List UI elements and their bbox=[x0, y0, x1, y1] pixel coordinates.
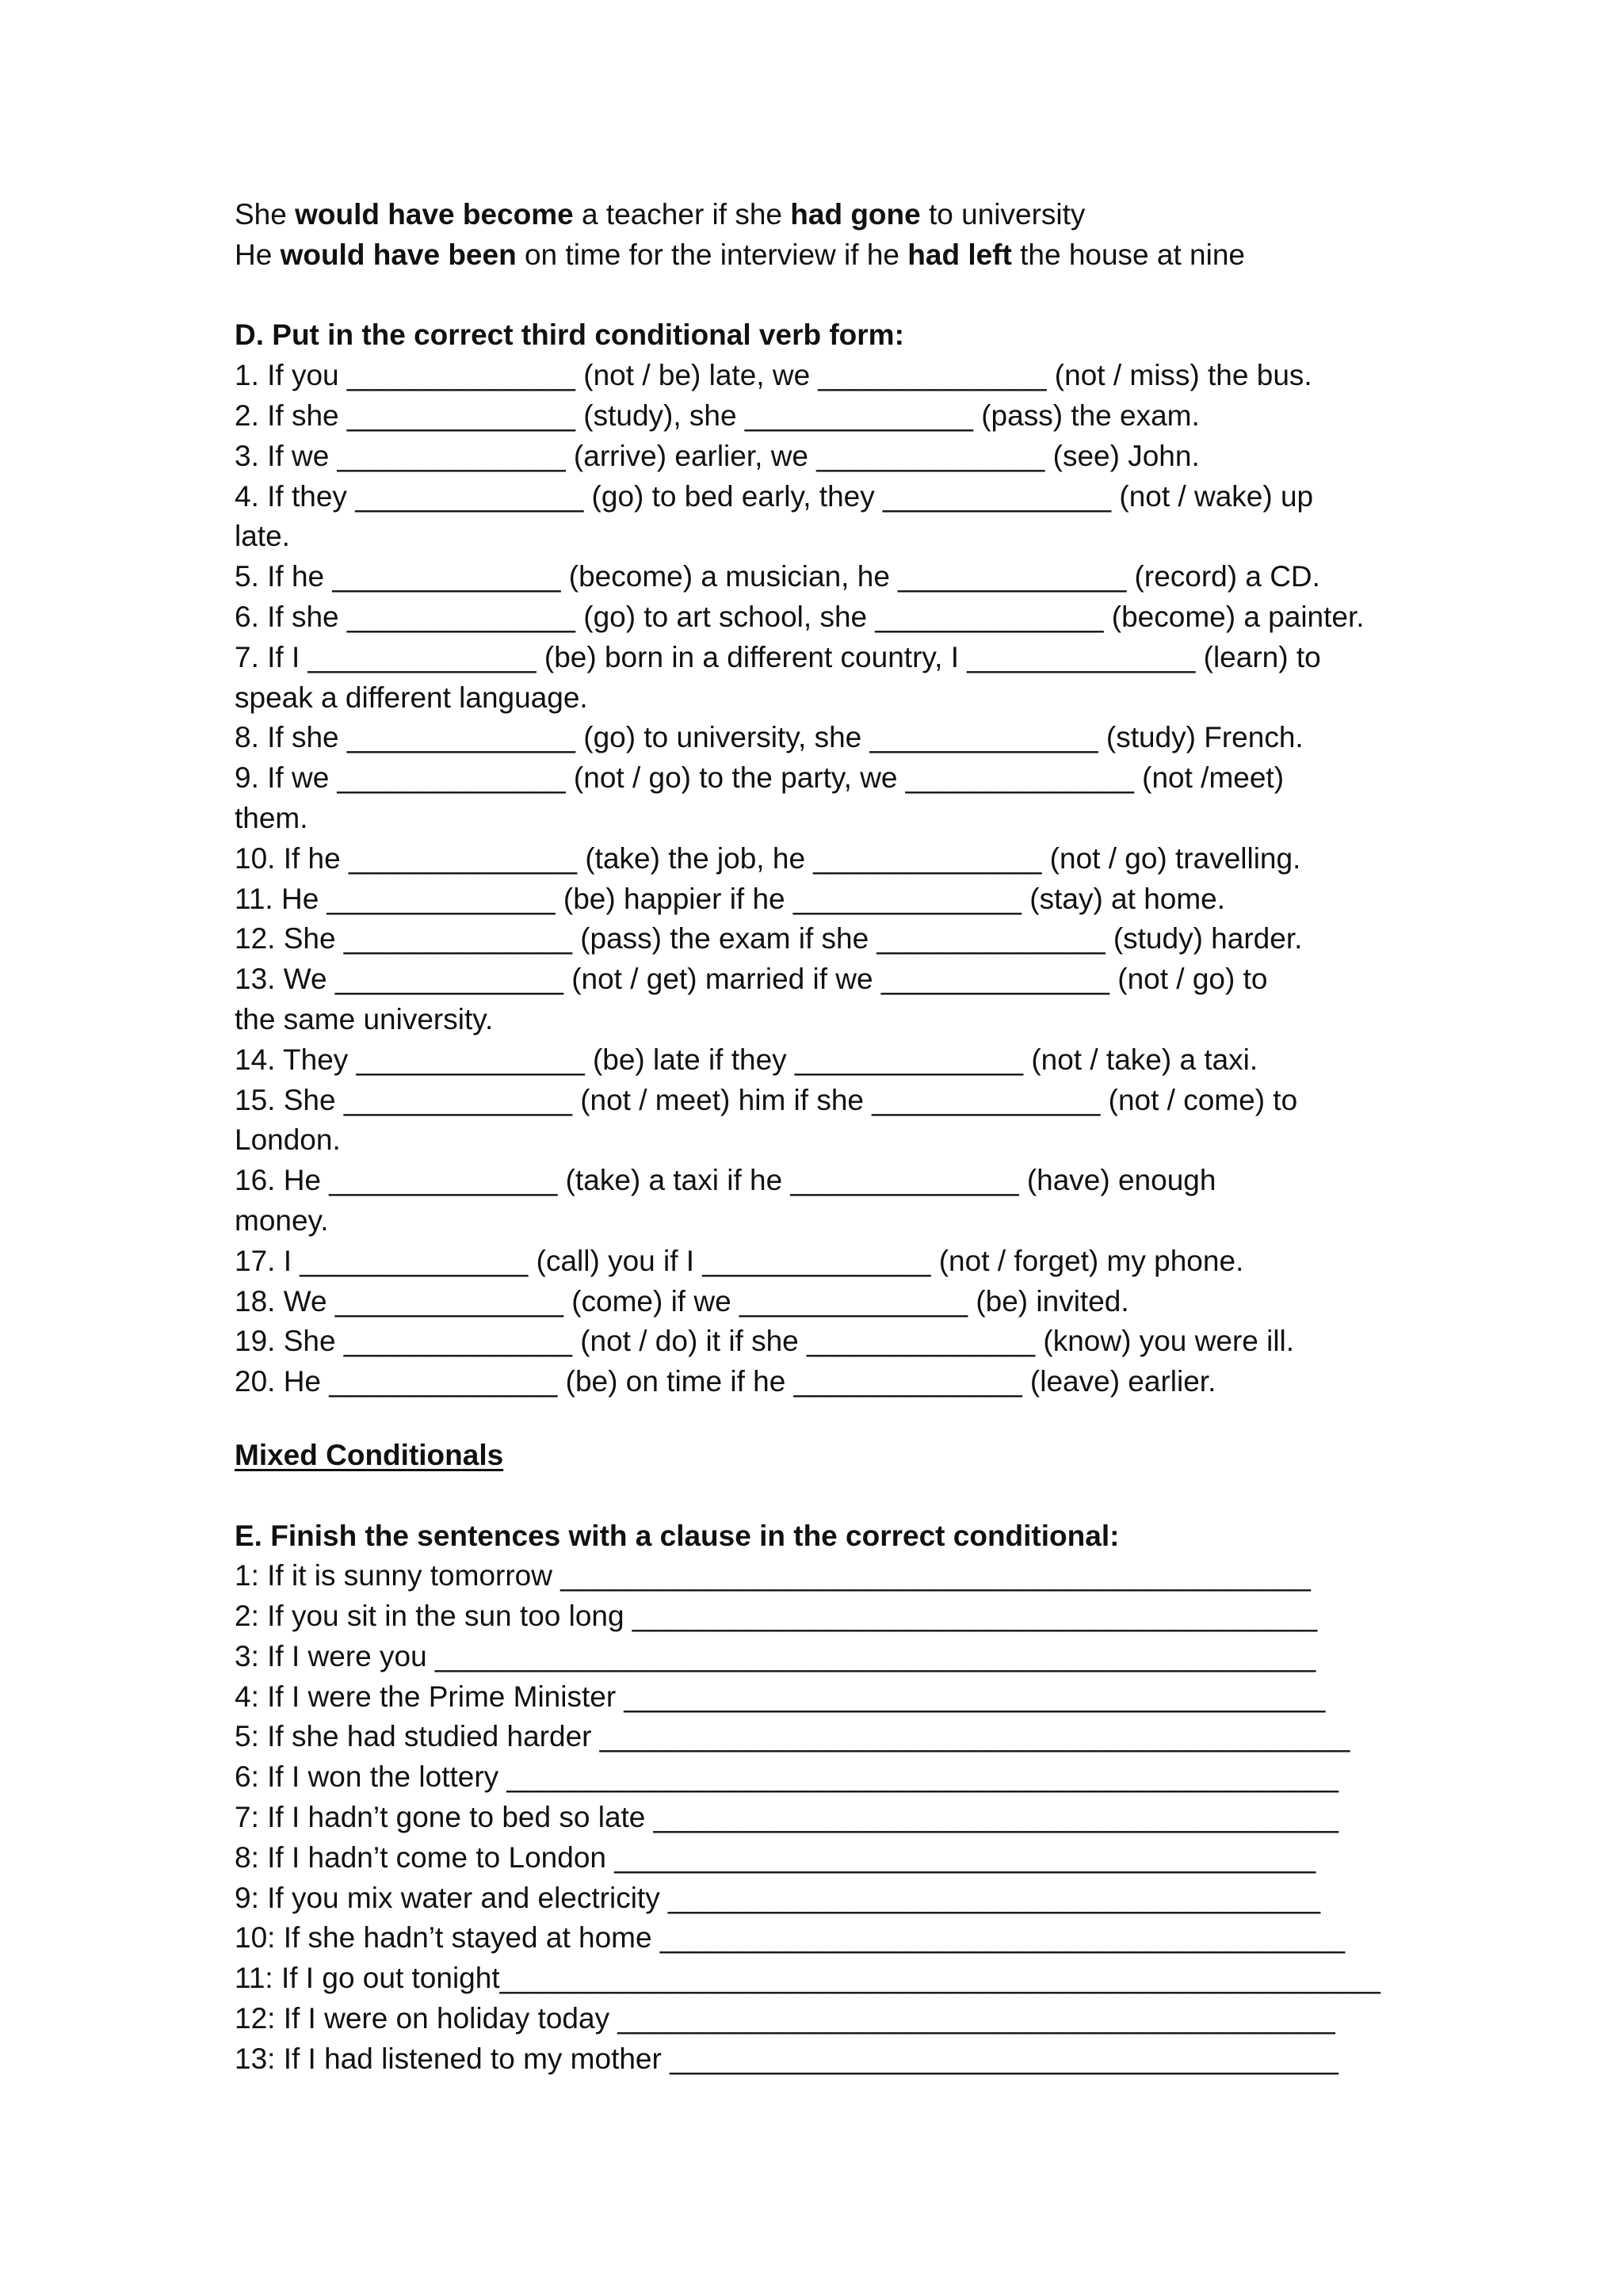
exercise-d-line: 6. If she ______________ (go) to art school, she ______________ (become) a painter. bbox=[235, 600, 1365, 633]
exercise-d-heading: D. Put in the correct third conditional verb form: bbox=[235, 318, 904, 352]
exercise-d-line: 1. If you ______________ (not / be) late, we ______________ (not / miss) the bus. bbox=[235, 359, 1312, 392]
exercise-d-line: 16. He ______________ (take) a taxi if he ______________ (have) enough bbox=[235, 1164, 1216, 1197]
example-sentences bbox=[235, 195, 1423, 276]
exercise-d-line: 9. If we ______________ (not / go) to the party, we ______________ (not /meet) bbox=[235, 761, 1285, 795]
mixed-conditionals-title: Mixed Conditionals bbox=[235, 1438, 504, 1471]
spacer bbox=[235, 1402, 1423, 1436]
exercise-d-line: 20. He ______________ (be) on time if he ______________ (leave) earlier. bbox=[235, 1365, 1216, 1398]
example-sentence bbox=[235, 195, 1423, 235]
exercise-e-line: 12: If I were on holiday today ____________________________________________ bbox=[235, 2002, 1335, 2035]
exercise-d-line: money. bbox=[235, 1203, 329, 1237]
exercise-e-lines bbox=[235, 1556, 1423, 2079]
exercise-d-line: 19. She ______________ (not / do) it if she ______________ (know) you were ill. bbox=[235, 1325, 1295, 1358]
exercise-d-line: 14. They ______________ (be) late if they ______________ (not / take) a taxi. bbox=[235, 1043, 1258, 1076]
example-text: the house at nine bbox=[1011, 238, 1246, 271]
example-text: She bbox=[235, 198, 296, 231]
example-text: He bbox=[235, 238, 281, 271]
exercise-e-line: 11: If I go out tonight______________________________________________________ bbox=[235, 1962, 1381, 1995]
example-text: to university bbox=[920, 198, 1086, 231]
exercise-d-line: 12. She ______________ (pass) the exam if she ______________ (study) harder. bbox=[235, 922, 1303, 955]
exercise-d-line: 2. If she ______________ (study), she ______________ (pass) the exam. bbox=[235, 399, 1200, 432]
exercise-e-line: 13: If I had listened to my mother _________________________________________ bbox=[235, 2042, 1338, 2075]
exercise-d-line: late. bbox=[235, 520, 290, 553]
exercise-e-line: 5: If she had studied harder ______________________________________________ bbox=[235, 1720, 1350, 1753]
worksheet bbox=[235, 195, 1423, 2080]
example-verb-bold: had left bbox=[907, 238, 1012, 271]
exercise-d-line: 15. She ______________ (not / meet) him if she ______________ (not / come) to bbox=[235, 1083, 1298, 1116]
exercise-d-line: 10. If he ______________ (take) the job, he ______________ (not / go) travelling. bbox=[235, 841, 1301, 875]
exercise-e-line: 8: If I hadn’t come to London ___________________________________________ bbox=[235, 1840, 1316, 1874]
exercise-d-line: 18. We ______________ (come) if we ______________ (be) invited. bbox=[235, 1284, 1129, 1318]
exercise-e-heading: E. Finish the sentences with a clause in the correct conditional: bbox=[235, 1519, 1120, 1552]
exercise-e-line: 6: If I won the lottery ___________________________________________________ bbox=[235, 1760, 1338, 1794]
exercise-e-line: 3: If I were you ______________________________________________________ bbox=[235, 1639, 1316, 1672]
exercise-e-line: 9: If you mix water and electricity ________________________________________ bbox=[235, 1881, 1321, 1914]
exercise-d-line: 5. If he ______________ (become) a musician, he ______________ (record) a CD. bbox=[235, 560, 1320, 593]
example-verb-bold: would have become bbox=[295, 198, 574, 231]
example-text: on time for the interview if he bbox=[516, 238, 908, 271]
exercise-d-line: them. bbox=[235, 801, 308, 834]
exercise-d-lines bbox=[235, 356, 1423, 1402]
exercise-d-line: London. bbox=[235, 1123, 341, 1157]
exercise-d-line: 3. If we ______________ (arrive) earlier, we ______________ (see) John. bbox=[235, 439, 1200, 472]
exercise-e-line: 10: If she hadn’t stayed at home __________________________________________ bbox=[235, 1921, 1346, 1955]
exercise-d-line: 17. I ______________ (call) you if I ______________ (not / forget) my phone. bbox=[235, 1244, 1244, 1277]
exercise-d-line: 13. We ______________ (not / get) married if we ______________ (not / go) to bbox=[235, 963, 1268, 996]
exercise-d-line: 8. If she ______________ (go) to university, she ______________ (study) French. bbox=[235, 721, 1304, 754]
exercise-e-line: 2: If you sit in the sun too long __________________________________________ bbox=[235, 1600, 1318, 1633]
exercise-d-line: 7. If I ______________ (be) born in a different country, I ______________ (learn) to bbox=[235, 640, 1321, 673]
exercise-e-line: 7: If I hadn’t gone to bed so late __________________________________________ bbox=[235, 1801, 1338, 1834]
exercise-d-line: the same university. bbox=[235, 1002, 494, 1035]
example-verb-bold: would have been bbox=[280, 238, 517, 271]
example-verb-bold: had gone bbox=[790, 198, 921, 231]
example-text: a teacher if she bbox=[573, 198, 791, 231]
exercise-d-line: 4. If they ______________ (go) to bed early, they ______________ (not / wake) up bbox=[235, 479, 1314, 513]
spacer bbox=[235, 1476, 1423, 1516]
exercise-e-line: 4: If I were the Prime Minister ___________________________________________ bbox=[235, 1680, 1326, 1713]
exercise-e-line: 1: If it is sunny tomorrow ______________________________________________ bbox=[235, 1559, 1311, 1592]
exercise-d-line: 11. He ______________ (be) happier if he ______________ (stay) at home. bbox=[235, 882, 1226, 915]
exercise-d-line: speak a different language. bbox=[235, 681, 588, 714]
spacer bbox=[235, 276, 1423, 316]
example-sentence bbox=[235, 235, 1423, 276]
